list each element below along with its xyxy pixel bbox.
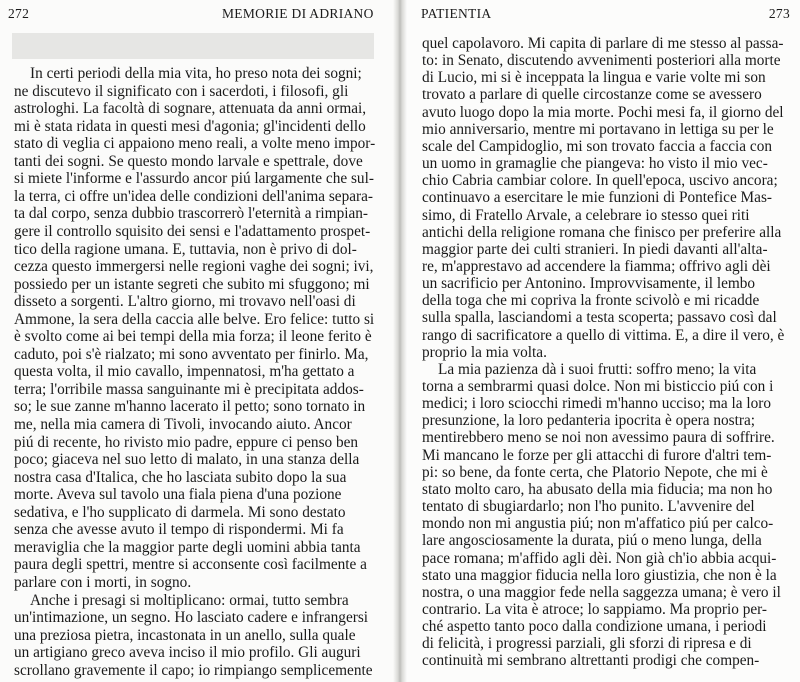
text-line: mi è stata ridata in questi mesi d'agonia; gl'incidenti dello: [14, 117, 366, 135]
text-line: La mia pazienza dà i suoi frutti: soffro meno; la vita: [438, 360, 757, 378]
running-title: PATIENTIA: [421, 6, 492, 21]
text-line: un artigiano greco aveva inciso il mio profilo. Gli auguri: [14, 644, 361, 662]
text-line: ché aspetto tanto poco dalla condizione umana, i periodi: [422, 618, 767, 636]
text-line: proprio la mia volta.: [422, 343, 547, 361]
text-line: so; le sue zanne m'hanno lacerato il petto; sono tornato in: [14, 398, 366, 416]
text-line: pi: so bene, da fonte certa, che Platorio Nepote, che mi è: [422, 463, 768, 481]
text-line: una preziosa pietra, incastonata in un anello, sulla quale: [14, 626, 356, 644]
text-line: caduto, poi s'è rialzato; mi sono avventato per finirlo. Ma,: [14, 345, 369, 363]
text-line: è svolto come ai bei tempi della mia forza; il leone ferito è: [14, 328, 372, 346]
text-line: cezza questo immergersi nelle regioni vaghe dei sogni; ivi,: [14, 258, 374, 276]
text-line: morte. Aveva sul tavolo una fiala piena d'una pozione: [14, 486, 342, 504]
text-line: gere il controllo squisito dei sensi e l'adattamento prospet-: [14, 222, 371, 240]
text-line: si miete l'informe e l'assurdo ancor piú largamente che sul-: [14, 170, 374, 188]
text-line: continuità mi sembrano altrettanti prodigi che compen-: [422, 652, 760, 670]
text-line: pace romana; m'affido agli dèi. Non già ch'io abbia acqui-: [422, 549, 777, 567]
text-line: Anche i presagi si moltiplicano: ormai, tutto sembra: [30, 591, 349, 609]
left-page: [0, 0, 395, 682]
running-title: MEMORIE DI ADRIANO: [222, 6, 374, 21]
text-line: sulla spalla, lasciandomi a testa scoperta; passavo così dal: [422, 309, 777, 327]
text-line: Ammone, la sera della caccia alle belve. Ero felice: tutto si: [14, 310, 375, 328]
text-line: di felicità, i progressi parziali, gli sforzi di ripresa e di: [422, 635, 752, 653]
text-line: stato di veglia ci appaiono meno reali, a volte meno impor-: [14, 135, 376, 153]
text-line: tico della ragione umana. E, tuttavia, non è privo di dol-: [14, 240, 357, 258]
text-line: terra; l'orribile massa sanguinante mi è precipitata addos-: [14, 380, 364, 398]
text-line: poco; giaceva nel suo letto di malato, in una stanza della: [14, 451, 360, 469]
text-line: la terra, ci offre un'idea delle condizioni dell'anima separa-: [14, 187, 374, 205]
text-line: meraviglia che la maggior parte degli uomini abbia tanta: [14, 538, 361, 556]
text-line: sedativa, e l'ho supplicato di darmela. Mi sono destato: [14, 503, 346, 521]
text-line: mondo non mi angustia piú; non m'affatico piú per calco-: [422, 515, 774, 533]
text-line: scale del Campidoglio, mi son trovato faccia a faccia con: [422, 137, 772, 155]
page-number: 273: [768, 6, 790, 21]
text-line: nostra casa d'Italica, che ho lasciata subito dopo la sua: [14, 468, 347, 486]
text-line: di Lucio, mi si è inceppata la lingua e varie volte mi son: [422, 69, 766, 87]
scan-shading: [12, 33, 374, 59]
text-line: un sacrificio per Antonino. Improvvisamente, il lembo: [422, 275, 756, 293]
text-line: un uomo in gramaglie che piangeva: ho visto il mio vec-: [422, 155, 768, 173]
text-line: presunzione, la loro pedanteria ipocrita è opera nostra;: [422, 412, 755, 430]
text-line: mio anniversario, mentre mi portavano in lettiga su per le: [422, 120, 774, 138]
text-line: mentirebbero meno se noi non avessimo paura di soffrire.: [422, 429, 775, 447]
text-line: to: in Senato, discutendo avvenimenti posteriori alla morte: [422, 52, 781, 70]
page-number: 272: [8, 6, 30, 21]
text-line: avuto luogo dopo la mia morte. Pochi mesi fa, il giorno del: [422, 103, 784, 121]
text-line: paura degli spettri, mentre si acconsente così facilmente a: [14, 556, 367, 574]
text-line: continuavo a esercitare le mie funzioni di Pontefice Mas-: [422, 189, 772, 207]
text-line: rango di sacrificatore a quello di vittima. E, a dire il vero, è: [422, 326, 785, 344]
text-line: scrollano gravemente il capo; io rimpiango semplicemente: [14, 661, 373, 679]
text-line: stato una maggior fiducia nella loro giustizia, che non è la: [422, 566, 777, 584]
text-line: Mi mancano le forze per gli attacchi di furore d'altri tem-: [422, 446, 772, 464]
text-line: parlare con i morti, in sogno.: [14, 573, 192, 591]
book-gutter: [393, 0, 407, 682]
text-line: della toga che mi copriva la fronte scivolò e mi ricadde: [422, 292, 760, 310]
text-line: disseto a sorgenti. L'altro giorno, mi trovavo nell'oasi di: [14, 293, 356, 311]
text-line: un'intimazione, un segno. Ho lasciato cadere e infrangersi: [14, 609, 369, 627]
text-line: astrologhi. La facoltà di sognare, attenuata da anni ormai,: [14, 100, 367, 118]
text-line: questa volta, il mio cavallo, impennatosi, m'ha gettato a: [14, 363, 355, 381]
text-line: In certi periodi della mia vita, ho preso nota dei sogni;: [30, 65, 362, 82]
text-line: nostra, o una maggior fede nella saggezza umana; è vero il: [422, 583, 781, 601]
text-line: quel capolavoro. Mi capita di parlare di me stesso al passa-: [422, 35, 784, 52]
right-page: [405, 0, 800, 682]
text-line: simo, di Fratello Arvale, a celebrare io stesso quei riti: [422, 206, 750, 224]
text-line: possiedo per un istante segreti che subito mi sfuggono; mi: [14, 275, 370, 293]
text-line: medici; i loro sciocchi rimedi m'hanno ucciso; ma la loro: [422, 395, 771, 413]
text-line: trovato a parlare di quelle circostanze come se avessero: [422, 86, 762, 104]
text-line: chio Cabria cambiar colore. In quell'epoca, uscivo ancora;: [422, 172, 778, 190]
text-line: ne discutevo il significato con i sacerdoti, i filosofi, gli: [14, 82, 349, 100]
text-line: antichi della religione romana che finisco per preferire alla: [422, 223, 782, 241]
text-line: stato molto caro, ha abusato della mia fiducia; ma non ho: [422, 480, 773, 498]
text-line: lare angosciosamente la durata, piú o meno lunga, della: [422, 532, 762, 550]
text-line: piú di recente, ho rivisto mio padre, eppure ci penso ben: [14, 433, 359, 451]
text-line: senza che avesse avuto il tempo di rispondermi. Mi fa: [14, 521, 344, 539]
text-line: tanti dei sogni. Se questo mondo larvale e spettrale, dove: [14, 152, 363, 170]
text-line: me, nella mia camera di Tivoli, invocando aiuto. Ancor: [14, 416, 352, 433]
text-line: maggior parte dei culti stranieri. In piedi davanti all'alta-: [422, 240, 768, 258]
text-line: torna a sembrarmi quasi dolce. Non mi bisticcio piú con i: [422, 378, 774, 395]
text-line: re, m'apprestavo ad accendere la fiamma; offrivo agli dèi: [422, 257, 771, 275]
text-line: contrario. La vita è atroce; lo sappiamo. Ma proprio per-: [422, 600, 768, 618]
text-line: ta dal corpo, senza dubbio trascorrerò l'eternità a rimpian-: [14, 205, 369, 223]
text-line: tentato di sbugiardarlo; non l'ho punito. L'avvenire del: [422, 498, 755, 516]
